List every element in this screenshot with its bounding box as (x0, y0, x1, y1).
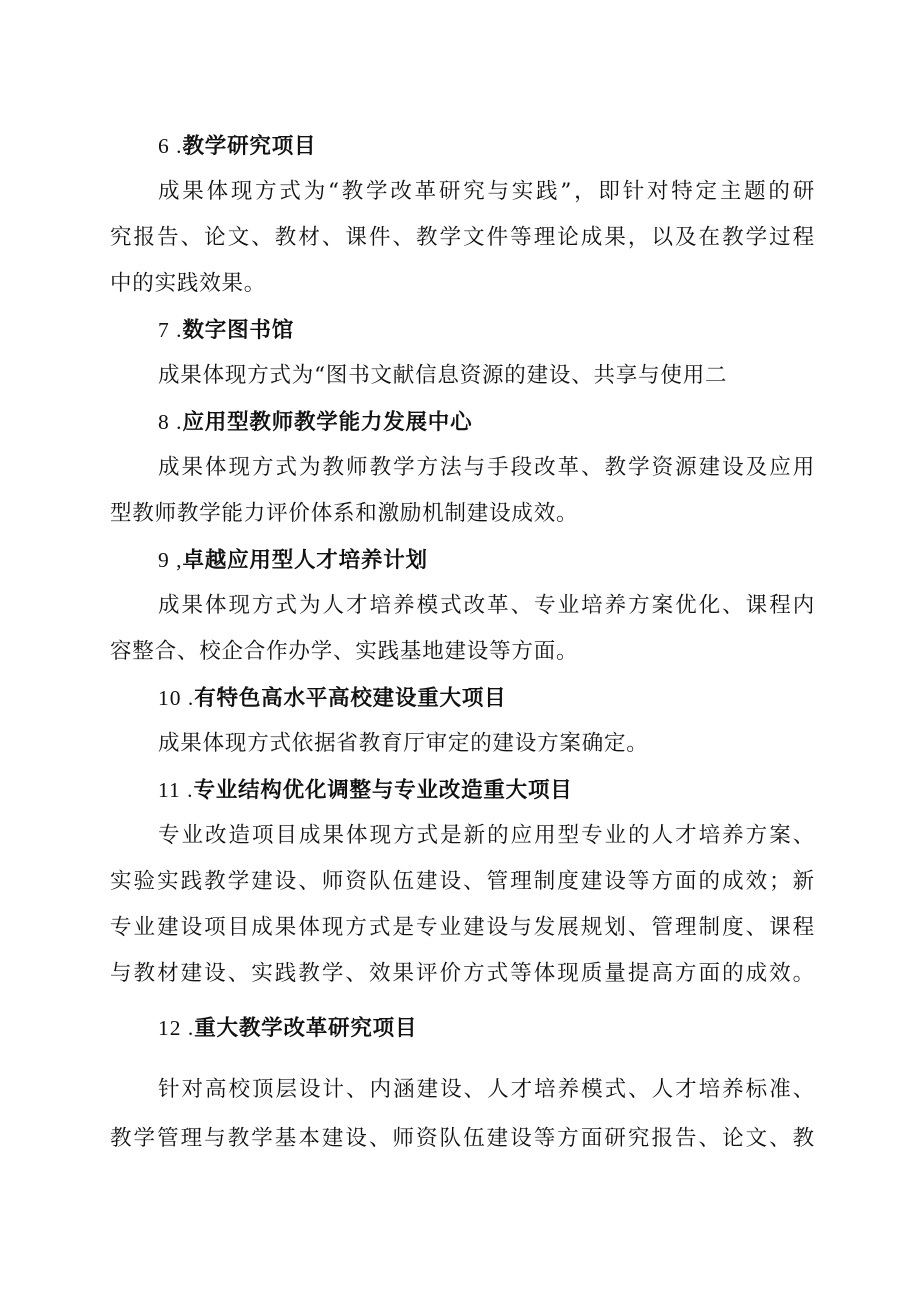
paragraph-line: 成果体现方式为教师教学方法与手段改革、教学资源建设及应用 (158, 455, 815, 480)
section-number: 11 . (158, 778, 194, 802)
section-number: 10 . (158, 686, 195, 710)
section-title: 重大教学改革研究项目 (194, 1016, 418, 1041)
section-heading-6 (158, 131, 863, 162)
paragraph-line: 专业改造项目成果体现方式是新的应用型专业的人才培养方案、 (158, 823, 815, 848)
paragraph-line: 容整合、校企合作办学、实践基地建设等方面。 (110, 639, 579, 664)
paragraph-line: 型教师教学能力评价体系和激励机制建设成效。 (110, 501, 579, 526)
paragraph-line: 针对高校顶层设计、内涵建设、人才培养模式、人才培养标准、 (158, 1077, 815, 1102)
paragraph-line: 成果体现方式为“图书文献信息资源的建设、共享与使用二 (158, 363, 728, 388)
section-heading-12 (158, 1013, 863, 1044)
paragraph-line: 实验实践教学建设、师资队伍建设、管理制度建设等方面的成效；新 (110, 869, 815, 894)
section-heading-10 (158, 683, 863, 714)
paragraph-line: 与教材建设、实践教学、效果评价方式等体现质量提高方面的成效。 (110, 961, 815, 986)
section-number: 6 . (158, 134, 183, 158)
section-number: 12 . (158, 1016, 195, 1040)
paragraph-line: 成果体现方式为“教学改革研究与实践”，即针对特定主题的研 (158, 179, 815, 204)
section-title: 卓越应用型人才培养计划 (182, 548, 428, 573)
section-heading-8 (158, 407, 863, 438)
paragraph-line: 教学管理与教学基本建设、师资队伍建设等方面研究报告、论文、教 (110, 1126, 815, 1151)
paragraph-line: 专业建设项目成果体现方式是专业建设与发展规划、管理制度、课程 (110, 915, 815, 940)
section-title: 应用型教师教学能力发展中心 (182, 410, 473, 435)
paragraph-line: 究报告、论文、教材、课件、教学文件等理论成果，以及在教学过程 (110, 225, 815, 250)
section-heading-7 (158, 315, 863, 346)
section-number: 7 . (158, 318, 183, 342)
section-heading-11 (158, 775, 863, 806)
section-title: 专业结构优化调整与专业改造重大项目 (193, 778, 573, 803)
section-number: 8 . (158, 410, 183, 434)
section-heading-9 (158, 545, 863, 576)
paragraph-line: 中的实践效果。 (110, 271, 267, 296)
paragraph-line: 成果体现方式依据省教育厅审定的建设方案确定。 (158, 731, 649, 756)
section-number: 9 , (158, 548, 183, 572)
paragraph-line: 成果体现方式为人才培养模式改革、专业培养方案优化、课程内 (158, 593, 815, 618)
section-title: 有特色高水平高校建设重大项目 (194, 686, 507, 711)
section-title: 数字图书馆 (182, 318, 295, 343)
section-title: 教学研究项目 (182, 134, 317, 159)
